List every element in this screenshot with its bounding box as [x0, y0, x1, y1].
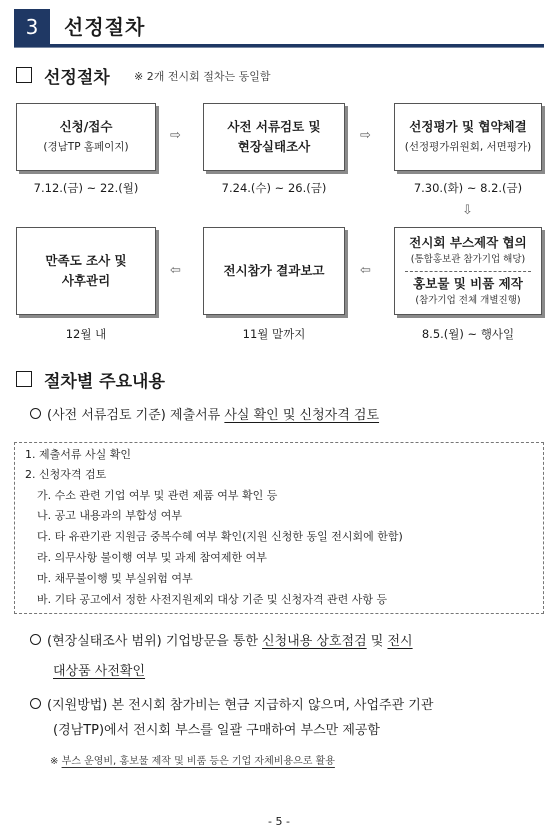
criteria-item: 2. 신청자격 검토 [25, 468, 107, 481]
criteria-box [14, 442, 544, 614]
step-title: 선정평가 및 협약체결 [409, 119, 527, 134]
bullet-text: (지원방법) 본 전시회 참가비는 현금 지급하지 않으며, 사업주관 기관 [47, 698, 434, 713]
criteria-item: 1. 제출서류 사실 확인 [25, 448, 131, 461]
arrow-down-icon: ⇩ [462, 203, 473, 218]
step-title: 전시회 부스제작 협의 [409, 234, 527, 250]
step-date: 7.12.(금) ~ 22.(월) [33, 181, 139, 195]
step-document-review [203, 103, 345, 171]
step-subtitle: (통합홍보관 참가기업 해당) [410, 253, 526, 265]
footnote-text: 부스 운영비, 홍보물 제작 및 비품 등은 기업 자체비용으로 활용 [61, 756, 335, 767]
checkbox-bullet-icon [16, 371, 32, 387]
step-title: 전시참가 결과보고 [223, 263, 325, 278]
step-title-line2: 현장실태조사 [237, 139, 311, 154]
circle-bullet-icon [30, 634, 41, 645]
criteria-subitem: 나. 공고 내용과의 부합성 여부 [37, 509, 182, 522]
details-heading: 절차별 주요내용 [44, 372, 165, 392]
bullet-text-mid: 및 [366, 634, 388, 649]
step-subtitle: (경남TP 홈페이지) [43, 141, 129, 153]
footnote [50, 752, 335, 767]
bullet-text: (현장실태조사 범위) 기업방문을 통한 [47, 634, 263, 649]
footnote-mark: ※ [50, 756, 59, 767]
bullet-underlined-text: 신청내용 상호점검 [262, 634, 367, 649]
criteria-subitem: 라. 의무사항 불이행 여부 및 과제 참여제한 여부 [37, 551, 267, 564]
bullet-site-inspection-cont [53, 660, 145, 684]
step-date: 11월 말까지 [242, 327, 306, 341]
arrow-left-icon: ⇦ [360, 263, 371, 278]
step-subtitle-b: (참가기업 전체 개별진행) [415, 294, 521, 306]
bullet-support-method-cont [53, 719, 380, 743]
criteria-subitem: 바. 기타 공고에서 정한 사전지원제외 대상 기준 및 신청자격 관련 사항 등 [37, 593, 388, 606]
arrow-left-icon: ⇦ [170, 263, 181, 278]
step-date: 7.30.(화) ~ 8.2.(금) [413, 181, 523, 195]
criteria-subitem: 가. 수소 관련 기업 여부 및 관련 제품 여부 확인 등 [37, 489, 278, 502]
procedure-heading: 선정절차 [44, 68, 110, 88]
page-number: - 5 - [268, 815, 290, 828]
step-title-line1: 만족도 조사 및 [45, 253, 127, 268]
section-divider-thin [14, 47, 544, 48]
step-subtitle: (선정평가위원회, 서면평가) [404, 141, 532, 153]
step-divider [405, 271, 531, 272]
bullet-document-review [30, 404, 379, 428]
bullet-underlined-text: 대상품 사전확인 [53, 664, 146, 679]
step-title-line2: 사후관리 [61, 273, 111, 288]
step-evaluation [394, 103, 542, 171]
bullet-site-inspection [30, 630, 413, 654]
bullet-text: (사전 서류검토 기준) 제출서류 [47, 408, 225, 423]
step-title-line1: 사전 서류검토 및 [227, 119, 321, 134]
step-date: 12월 내 [65, 327, 107, 341]
step-booth-production [394, 227, 542, 315]
bullet-underlined-text: 사실 확인 및 신청자격 검토 [224, 408, 380, 423]
step-satisfaction [16, 227, 156, 315]
arrow-right-icon: ⇨ [360, 128, 371, 143]
step-title: 신청/접수 [59, 119, 113, 134]
section-number: 3 [14, 9, 50, 45]
criteria-subitem: 마. 채무불이행 및 부실위험 여부 [37, 572, 193, 585]
circle-bullet-icon [30, 698, 41, 709]
step-date: 7.24.(수) ~ 26.(금) [221, 181, 327, 195]
step-date: 8.5.(월) ~ 행사일 [421, 327, 515, 341]
bullet-text: (경남TP)에서 전시회 부스를 일괄 구매하여 부스만 제공함 [53, 723, 380, 738]
step-title-b: 홍보물 및 비품 제작 [413, 275, 523, 291]
circle-bullet-icon [30, 408, 41, 419]
checkbox-bullet-icon [16, 67, 32, 83]
procedure-note: ※ 2개 전시회 절차는 동일함 [134, 70, 271, 83]
step-application [16, 103, 156, 171]
arrow-right-icon: ⇨ [170, 128, 181, 143]
bullet-support-method [30, 694, 433, 718]
criteria-subitem: 다. 타 유관기관 지원금 중복수혜 여부 확인(지원 신청한 동일 전시회에 한함) [37, 530, 403, 543]
step-result-report [203, 227, 345, 315]
bullet-underlined-text: 전시 [387, 634, 413, 649]
section-title: 선정절차 [64, 15, 146, 39]
